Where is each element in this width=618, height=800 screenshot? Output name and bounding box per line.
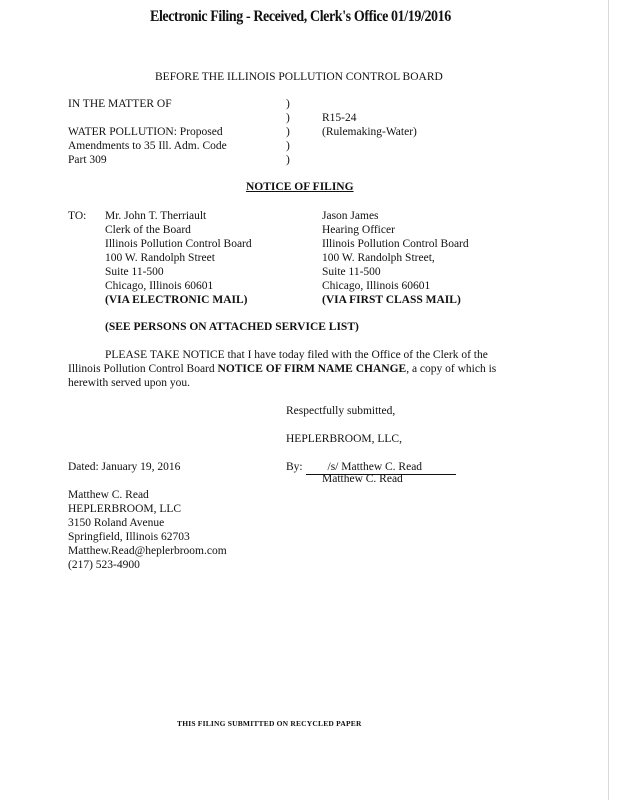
board-heading: BEFORE THE ILLINOIS POLLUTION CONTROL BOARD — [155, 71, 443, 83]
caption-right-line — [322, 139, 417, 153]
caption-left-line: Amendments to 35 Ill. Adm. Code — [68, 140, 227, 152]
body-line-2-post: , a copy of which is — [406, 363, 497, 375]
recipient-line: Illinois Pollution Control Board — [105, 238, 252, 250]
recipient-line: Chicago, Illinois 60601 — [322, 280, 431, 292]
caption-right-line — [322, 153, 417, 167]
contact-email: Matthew.Read@heplerbroom.com — [68, 545, 227, 557]
contact-line: HEPLERBROOM, LLC — [68, 503, 182, 515]
caption-brackets — [286, 97, 290, 167]
recipient-line: Suite 11-500 — [322, 266, 381, 278]
docket-number: R15-24 — [322, 112, 357, 124]
caption-left-line — [68, 111, 227, 125]
body-line-3: herewith served upon you. — [68, 377, 190, 389]
caption-bracket: ) — [286, 112, 290, 124]
contact-line: Springfield, Illinois 62703 — [68, 531, 190, 543]
caption-bracket: ) — [286, 126, 290, 138]
body-line-1: PLEASE TAKE NOTICE that I have today filed with the Office of the Clerk of the — [105, 349, 488, 361]
date-line: Dated: January 19, 2016 — [68, 461, 181, 473]
recipient-line: Chicago, Illinois 60601 — [105, 280, 214, 292]
recipient-line: 100 W. Randolph Street, — [322, 252, 435, 264]
caption-bracket: ) — [286, 98, 290, 110]
contact-phone: (217) 523-4900 — [68, 559, 140, 571]
caption-bracket: ) — [286, 140, 290, 152]
recipient-hearing-officer — [322, 209, 469, 307]
firm-name: HEPLERBROOM, LLC, — [286, 433, 402, 445]
body-line-2-pre: Illinois Pollution Control Board — [68, 363, 218, 375]
caption-left-line: Part 309 — [68, 154, 107, 166]
contact-line: 3150 Roland Avenue — [68, 517, 165, 529]
caption-right-line — [322, 97, 417, 111]
recipient-line: Hearing Officer — [322, 224, 395, 236]
recipient-line: 100 W. Randolph Street — [105, 252, 215, 264]
e-signature: /s/ Matthew C. Read — [327, 461, 423, 473]
service-list-note: (SEE PERSONS ON ATTACHED SERVICE LIST) — [105, 321, 359, 333]
recycled-paper-footer: THIS FILING SUBMITTED ON RECYCLED PAPER — [177, 719, 362, 728]
recipient-line: Clerk of the Board — [105, 224, 191, 236]
recipient-line: Illinois Pollution Control Board — [322, 238, 469, 250]
recipient-line: Mr. John T. Therriault — [105, 210, 207, 222]
recipient-line: Suite 11-500 — [105, 266, 164, 278]
filing-stamp: Electronic Filing - Received, Clerk's Office 01/19/2016 — [150, 8, 451, 26]
page-edge — [608, 0, 609, 800]
caption-left-line: WATER POLLUTION: Proposed — [68, 126, 223, 138]
caption-right — [322, 97, 417, 167]
contact-block — [68, 488, 227, 572]
recipient-line: Jason James — [322, 210, 379, 222]
recipient-via: (VIA ELECTRONIC MAIL) — [105, 294, 248, 306]
signatory-name: Matthew C. Read — [322, 473, 403, 485]
respectfully-submitted: Respectfully submitted, — [286, 405, 396, 417]
by-label: By: — [286, 461, 303, 473]
notice-title: NOTICE OF FILING — [246, 181, 354, 193]
body-line-2 — [68, 362, 496, 376]
recipient-clerk — [105, 209, 252, 307]
to-label: TO: — [68, 210, 87, 222]
contact-line: Matthew C. Read — [68, 489, 149, 501]
recipient-via: (VIA FIRST CLASS MAIL) — [322, 294, 461, 306]
caption-bracket: ) — [286, 154, 290, 166]
document-title: NOTICE OF FIRM NAME CHANGE — [217, 363, 407, 375]
caption-left-line: IN THE MATTER OF — [68, 98, 172, 110]
caption-left — [68, 97, 227, 167]
rulemaking-type: (Rulemaking-Water) — [322, 126, 417, 138]
